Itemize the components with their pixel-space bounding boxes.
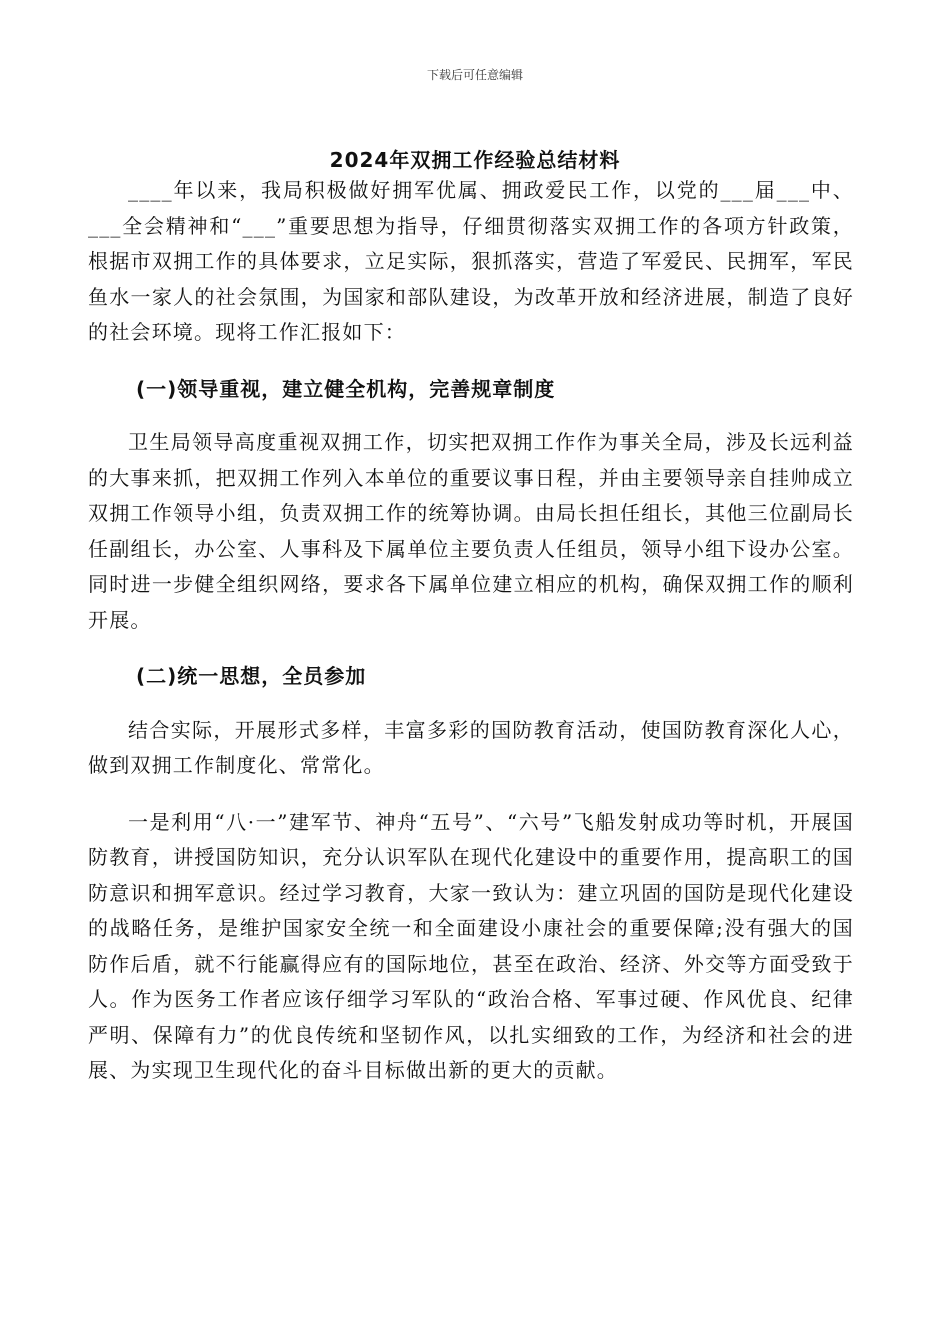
section-1-paragraph: 卫生局领导高度重视双拥工作，切实把双拥工作作为事关全局，涉及长远利益的大事来抓，把双拥工作列入本单位的重要议事日程，并由主要领导亲自挂帅成立双拥工作领导小组，负责双拥工作的统筹协调。由局长担任组长，其他三位副局长任副组长，办公室、人事科及下属单位主要负责人任组员，领导小组下设办公室。同时进一步健全组织网络，要求各下属单位建立相应的机构，确保双拥工作的顺利开展。 bbox=[88, 430, 854, 632]
document-title: 2024年双拥工作经验总结材料 bbox=[329, 148, 621, 172]
document-body bbox=[88, 173, 854, 1110]
section-2-paragraph-1: 结合实际，开展形式多样，丰富多彩的国防教育活动，使国防教育深化人心，做到双拥工作制度化、常常化。 bbox=[88, 717, 854, 777]
intro-paragraph: ____年以来，我局积极做好拥军优属、拥政爱民工作，以党的___届___中、___全会精神和“___”重要思想为指导，仔细贯彻落实双拥工作的各项方针政策，根据市双拥工作的具体要求，立足实际，狠抓落实，营造了军爱民、民拥军，军民鱼水一家人的社会氛围，为国家和部队建设，为改革开放和经济进展，制造了良好的社会环境。现将工作汇报如下： bbox=[88, 178, 854, 344]
section-2-heading: (二)统一思想，全员参加 bbox=[136, 664, 367, 688]
section-1-heading: (一)领导重视，建立健全机构，完善规章制度 bbox=[136, 376, 556, 401]
section-2-paragraph-2: 一是利用“八·一”建军节、神舟“五号”、“六号”飞船发射成功等时机，开展国防教育，讲授国防知识，充分认识军队在现代化建设中的重要作用，提高职工的国防意识和拥军意识。经过学习教育，大家一致认为：建立巩固的国防是现代化建设的战略任务，是维护国家安全统一和全面建设小康社会的重要保障;没有强大的国防作后盾，就不行能赢得应有的国际地位，甚至在政治、经济、外交等方面受致于人。作为医务工作者应该仔细学习军队的“政治合格、军事过硬、作风优良、纪律严明、保障有力”的优良传统和坚韧作风，以扎实细致的工作，为经济和社会的进展、为实现卫生现代化的奋斗目标做出新的更大的贡献。 bbox=[88, 809, 854, 1082]
header-note: 下载后可任意编辑 bbox=[426, 68, 523, 82]
